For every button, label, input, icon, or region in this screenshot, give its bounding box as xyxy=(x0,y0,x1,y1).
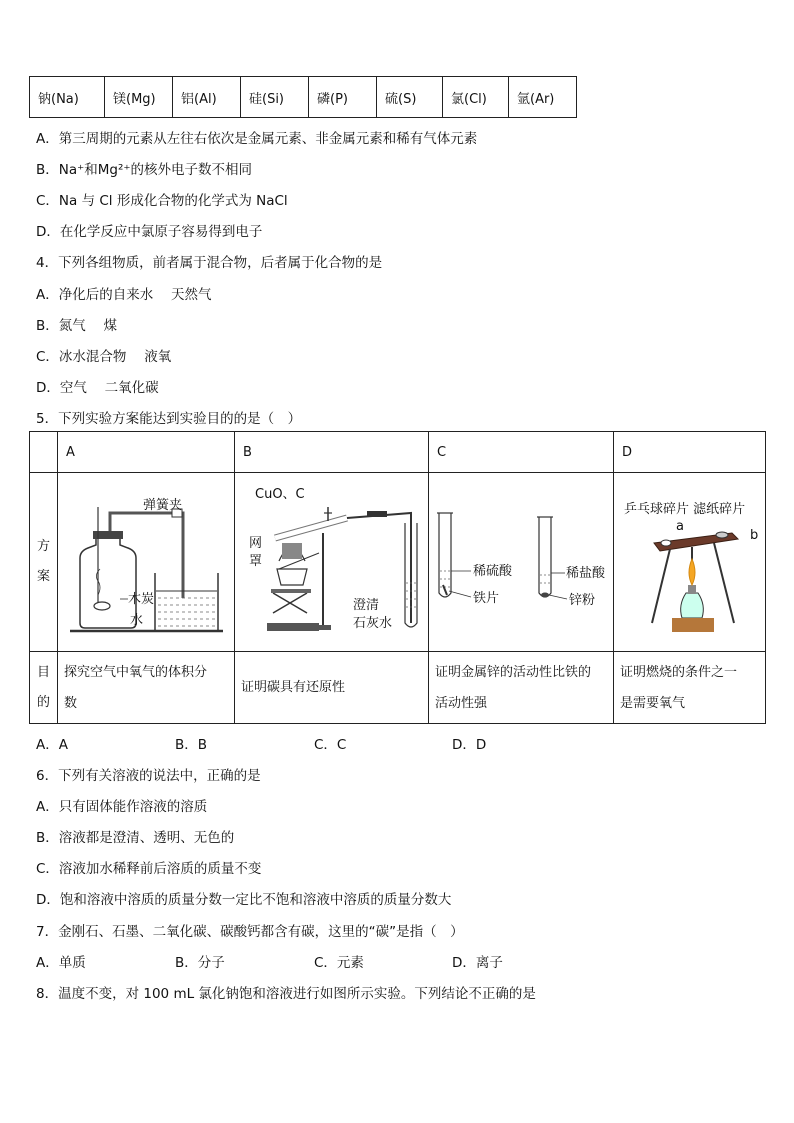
purpose-d: 证明燃烧的条件之一 是需要氧气 xyxy=(614,652,766,724)
purpose-c: 证明金属锌的活动性比铁的 活动性强 xyxy=(429,652,614,724)
header-c: C xyxy=(429,432,614,473)
figure-b xyxy=(235,473,429,652)
element-cell: 氩(Ar) xyxy=(509,77,577,118)
q7-option-c: C．元素 xyxy=(314,955,364,971)
scheme-label: 方 案 xyxy=(30,473,58,652)
label-metal-1: 铁片 xyxy=(473,591,500,606)
purpose-label: 目 的 xyxy=(30,652,58,724)
q6-option-b: B．溶液都是澄清、透明、无色的 xyxy=(36,830,235,846)
label-fragments: 乒乓球碎片 滤纸碎片 xyxy=(624,502,746,517)
corner-cell xyxy=(30,432,58,473)
label-acid-1: 稀硫酸 xyxy=(473,564,513,579)
q5-option-d: D．D xyxy=(452,737,487,753)
element-cell: 硅(Si) xyxy=(241,77,309,118)
q5-option-a: A．A xyxy=(36,737,68,753)
label-acid-2: 稀盐酸 xyxy=(566,566,606,581)
elements-table xyxy=(29,76,577,118)
header-d: D xyxy=(614,432,766,473)
element-cell: 硫(S) xyxy=(377,77,443,118)
purpose-b: 证明碳具有还原性 xyxy=(235,652,429,724)
q4-option-a: A．净化后的自来水 天然气 xyxy=(36,287,212,303)
q8-stem: 8．温度不变，对 100 mL 氯化钠饱和溶液进行如图所示实验。下列结论不正确的是 xyxy=(36,986,536,1002)
experiment-table xyxy=(29,431,766,724)
label-clip: 弹簧夹 xyxy=(143,498,183,513)
q3-option-d: D．在化学反应中氯原子容易得到电子 xyxy=(36,224,263,240)
label-b: b xyxy=(750,528,759,543)
label-lime-2: 石灰水 xyxy=(353,616,393,631)
label-charcoal: 木炭 xyxy=(128,592,155,607)
element-cell: 镁(Mg) xyxy=(105,77,173,118)
element-cell: 氯(Cl) xyxy=(443,77,509,118)
label-a: a xyxy=(676,519,684,534)
label-net-1: 网 xyxy=(249,536,263,551)
figure-c xyxy=(429,473,614,652)
q4-option-c: C．冰水混合物 液氧 xyxy=(36,349,172,365)
q5-option-c: C．C xyxy=(314,737,347,753)
q4-option-b: B．氮气 煤 xyxy=(36,318,118,334)
header-b: B xyxy=(235,432,429,473)
label-net-2: 罩 xyxy=(249,554,263,569)
q7-option-b: B．分子 xyxy=(175,955,225,971)
label-reactant: CuO、C xyxy=(255,487,305,502)
figure-d xyxy=(614,473,766,652)
q4-stem: 4．下列各组物质，前者属于混合物，后者属于化合物的是 xyxy=(36,255,383,271)
q5-stem: 5．下列实验方案能达到实验目的的是（ ） xyxy=(36,411,302,427)
label-lime-1: 澄清 xyxy=(353,598,380,613)
q7-option-a: A．单质 xyxy=(36,955,86,971)
q3-option-a: A．第三周期的元素从左往右依次是金属元素、非金属元素和稀有气体元素 xyxy=(36,131,478,147)
q6-option-d: D．饱和溶液中溶质的质量分数一定比不饱和溶液中溶质的质量分数大 xyxy=(36,892,452,908)
element-cell: 钠(Na) xyxy=(30,77,105,118)
q6-option-a: A．只有固体能作溶液的溶质 xyxy=(36,799,208,815)
q4-option-d: D．空气 二氧化碳 xyxy=(36,380,159,396)
q7-stem: 7．金刚石、石墨、二氧化碳、碳酸钙都含有碳，这里的“碳”是指（ ） xyxy=(36,924,464,940)
q6-option-c: C．溶液加水稀释前后溶质的质量不变 xyxy=(36,861,262,877)
q5-option-b: B．B xyxy=(175,737,208,753)
element-cell: 铝(Al) xyxy=(173,77,241,118)
label-water: 水 xyxy=(130,613,144,628)
element-cell: 磷(P) xyxy=(309,77,377,118)
header-a: A xyxy=(58,432,235,473)
q6-stem: 6．下列有关溶液的说法中，正确的是 xyxy=(36,768,261,784)
purpose-a: 探究空气中氧气的体积分 数 xyxy=(58,652,235,724)
q3-option-c: C．Na 与 Cl 形成化合物的化学式为 NaCl xyxy=(36,193,288,209)
q7-option-d: D．离子 xyxy=(452,955,503,971)
figure-a xyxy=(58,473,235,652)
q3-option-b: B．Na⁺和Mg²⁺的核外电子数不相同 xyxy=(36,162,253,178)
label-metal-2: 锌粉 xyxy=(569,593,596,608)
